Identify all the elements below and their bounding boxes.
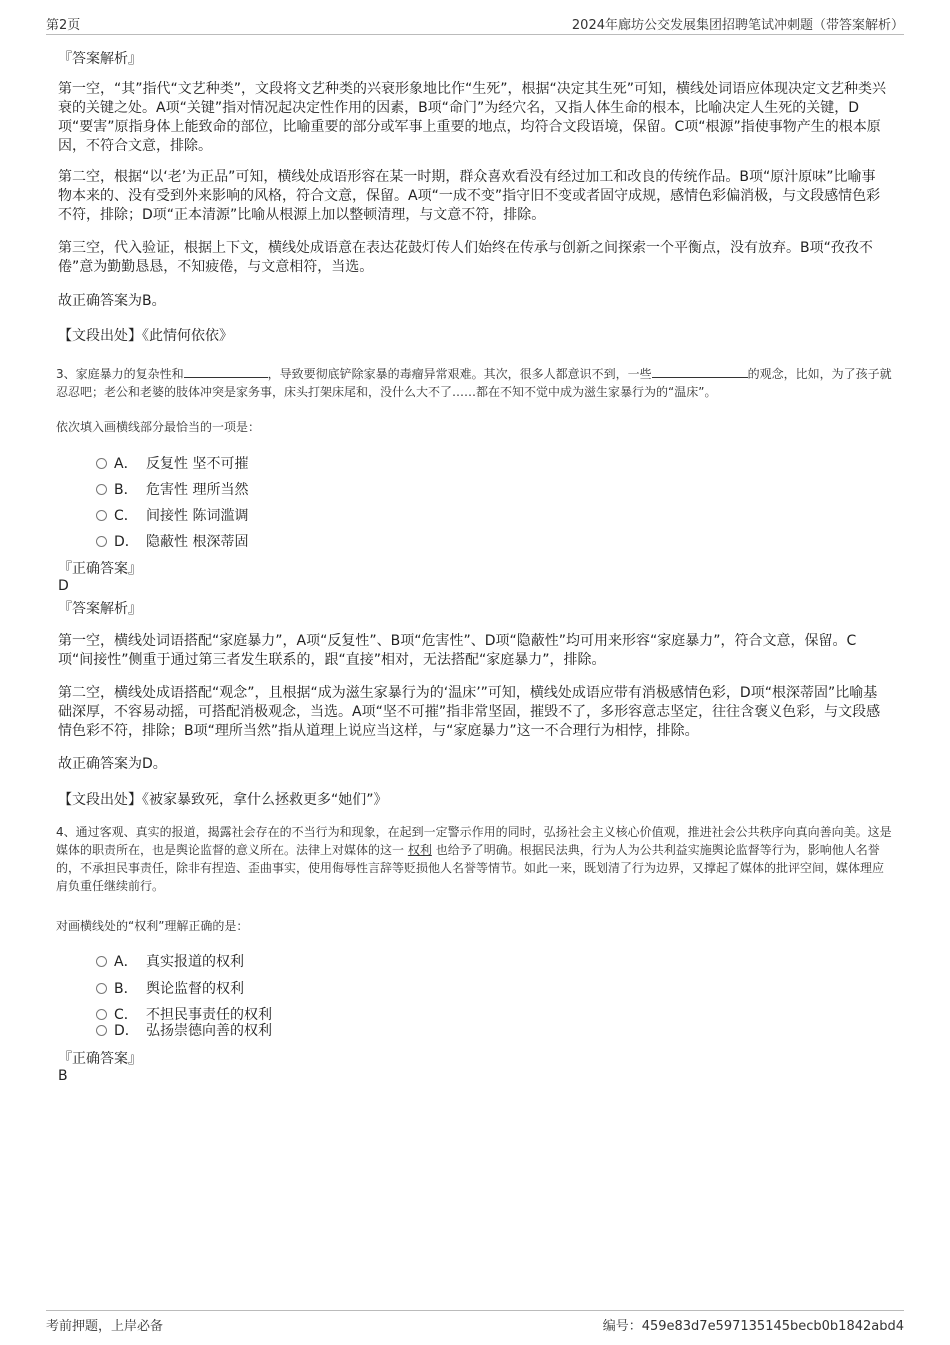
correct-answer: B [58,1068,68,1084]
question-4-stem: 4、通过客观、真实的报道，揭露社会存在的不当行为和现象，在起到一定警示作用的同时，弘扬社会主义核心价值观，推进社会公共秩序向真向善向美。这是媒体的职责所在，也是舆论监督的意义所在。法律上对媒体的这一 权利 也给予了明确。根据民法典，行为人为公共利益实施舆论监督等行为，影响他人名誉的，不承担民事责任，除非有捏造、歪曲事实，使用侮辱性言辞等贬损他人名誉等情节。如此一来，既划清了行为边界，又撑起了媒体的批评空间，媒体理应肩负重任继续前行。 [56,825,892,893]
correct-answer-label: 『正确答案』 [58,1051,142,1067]
blank-1 [184,364,268,378]
page-footer [46,1310,904,1333]
analysis-paragraph-1: 第一空，“其”指代“文艺种类”，文段将文艺种类的兴衰形象地比作“生死”，根据“决定其生死”可知，横线处词语应体现决定文艺种类兴衰的关键之处。A项“关键”指对情况起决定性作用的因素，B项“命门”为经穴名，又指人体生命的根本，比喻决定人生死的关键，D项“要害”原指身体上能致命的部位，比喻重要的部分或军事上重要的地点，均符合文段语境，保留。C项“根源”指使事物产生的根本原因，不符合文意，排除。 [58,81,887,154]
analysis-paragraph-1: 第一空，横线处词语搭配“家庭暴力”，A项“反复性”、B项“危害性”、D项“隐蔽性”均可用来形容“家庭暴力”，符合文意，保留。C项“间接性”侧重于通过第三者发生联系的，跟“直接”相对，无法搭配“家庭暴力”，排除。 [58,633,857,668]
correct-answer: D [58,578,69,594]
page-number: 第2页 [46,18,81,33]
conclusion: 故正确答案为B。 [58,293,166,309]
correct-answer-label: 『正确答案』 [58,561,142,577]
analysis-label: 『答案解析』 [58,601,142,617]
analysis-paragraph-2: 第二空，根据“以‘老’为正品”可知，横线处成语形容在某一时期，群众喜欢看没有经过加工和改良的传统作品。B项“原汁原味”比喻事物本来的、没有受到外来影响的风格，符合文意，保留。A项“一成不变”指守旧不变或者固守成规，感情色彩偏消极，与文段感情色彩不符，排除；D项“正本清源”比喻从根源上加以整顿清理，与文意不符，排除。 [58,169,881,223]
radio-button[interactable] [96,510,107,521]
document-title: 2024年廊坊公交发展集团招聘笔试冲刺题（带答案解析） [571,18,904,33]
analysis-paragraph-2: 第二空，横线处成语搭配“观念”，且根据“成为滋生家暴行为的‘温床’”可知，横线处成语应带有消极感情色彩，D项“根深蒂固”比喻基础深厚，不容易动摇，可搭配消极观念，当选。A项“坚不可摧”指非常坚固，摧毁不了，多形容意志坚定，往往含褒义色彩，与文段感情色彩不符，排除；B项“理所当然”指从道理上说应当这样，与“家庭暴力”这一不合理行为相悖，排除。 [58,685,881,739]
footer-slogan: 考前押题，上岸必备 [46,1319,164,1334]
radio-button[interactable] [96,1025,107,1036]
radio-button[interactable] [96,1009,107,1020]
radio-button[interactable] [96,536,107,547]
question-3-prompt: 依次填入画横线部分最恰当的一项是： [56,420,261,434]
radio-button[interactable] [96,458,107,469]
conclusion: 故正确答案为D。 [58,756,167,772]
analysis-paragraph-3: 第三空，代入验证，根据上下文，横线处成语意在表达花鼓灯传人们始终在传承与创新之间探索一个平衡点，没有放弃。B项“孜孜不倦”意为勤勤恳恳，不知疲倦，与文意相符，当选。 [58,240,873,275]
analysis-label: 『答案解析』 [58,51,142,67]
source: 【文段出处】《此情何依依》 [58,328,233,344]
question-4-prompt: 对画横线处的“权利”理解正确的是： [56,919,249,933]
blank-2 [652,364,748,378]
page-header [46,14,904,35]
radio-button[interactable] [96,484,107,495]
source: 【文段出处】《被家暴致死，拿什么拯救更多“她们”》 [58,792,388,808]
radio-button[interactable] [96,983,107,994]
document-id: 编号：459e83d7e597135145becb0b1842abd4 [602,1319,904,1334]
radio-button[interactable] [96,956,107,967]
underlined-term: 权利 [407,843,432,857]
question-3-stem: 3、家庭暴力的复杂性和 ，导致要彻底铲除家暴的毒瘤异常艰难。其次，很多人都意识不到，一些 的观念，比如，为了孩子就忍忍吧；老公和老婆的肢体冲突是家务事，床头打架床尾和，没什么大不了……都在不知不觉中成为滋生家暴行为的“温床”。 [56,364,892,401]
